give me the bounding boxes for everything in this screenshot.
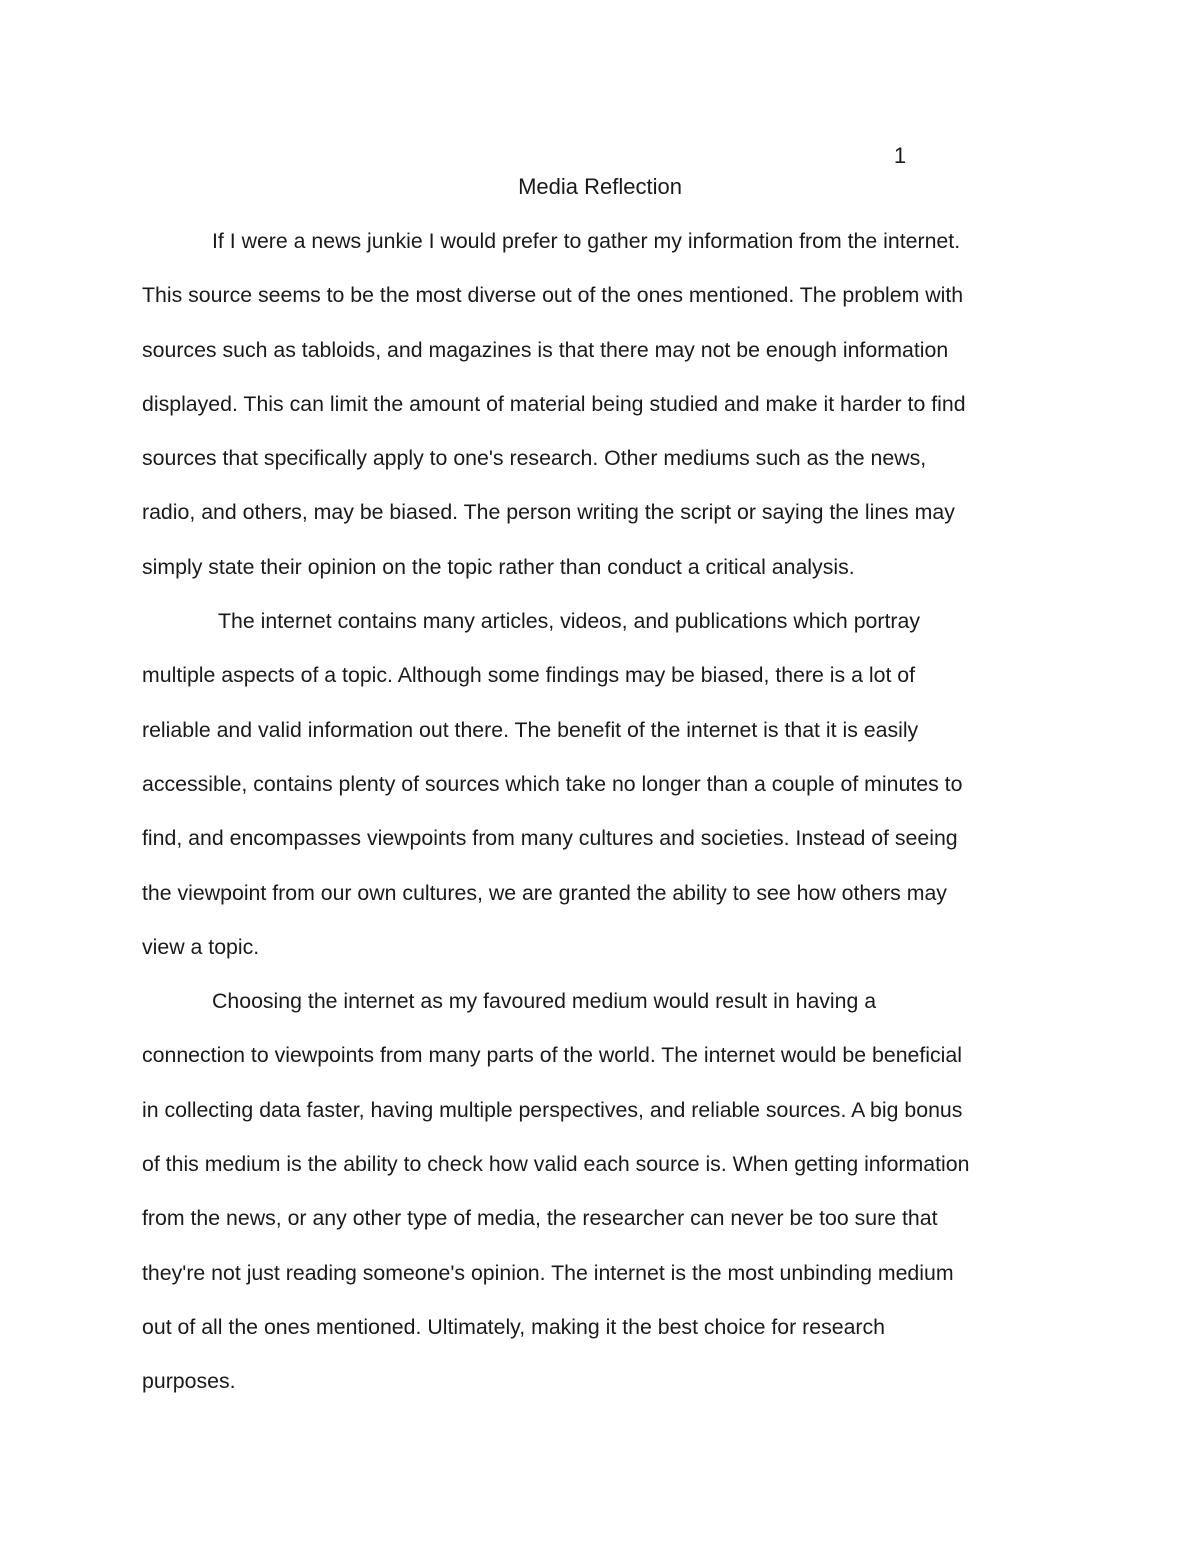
paragraph-1-line-5: sources that specifically apply to one's research. Other mediums such as the news,	[142, 446, 927, 471]
paragraph-1-line-4: displayed. This can limit the amount of material being studied and make it harder to find	[142, 391, 966, 416]
paragraph-1-line-7: simply state their opinion on the topic rather than conduct a critical analysis.	[142, 554, 855, 579]
paragraph-3-line-7: out of all the ones mentioned. Ultimately, making it the best choice for research	[142, 1314, 886, 1339]
paragraph-2-line-6: the viewpoint from our own cultures, we are granted the ability to see how others may	[142, 880, 947, 905]
document-body	[142, 214, 1060, 1409]
paragraph-1-line-2: This source seems to be the most diverse out of the ones mentioned. The problem with	[142, 283, 964, 308]
paragraph-3-line-4: of this medium is the ability to check how valid each source is. When getting information	[142, 1152, 970, 1177]
paragraph-2-line-1: The internet contains many articles, videos, and publications which portray	[218, 609, 920, 634]
paragraph-1-line-6: radio, and others, may be biased. The person writing the script or saying the lines may	[142, 500, 955, 525]
paragraph-1-line-1: If I were a news junkie I would prefer to gather my information from the internet.	[212, 229, 961, 253]
paragraph-2-line-3: reliable and valid information out there. The benefit of the internet is that it is easily	[142, 717, 919, 742]
paragraph-3-line-1: Choosing the internet as my favoured medium would result in having a	[212, 989, 877, 1014]
document-title: Media Reflection	[518, 174, 682, 199]
page-number: 1	[893, 143, 907, 168]
paragraph-2-line-7: view a topic.	[142, 934, 260, 959]
paragraph-3-line-3: in collecting data faster, having multiple perspectives, and reliable sources. A big bonus	[142, 1097, 963, 1122]
paragraph-3-line-2: connection to viewpoints from many parts of the world. The internet would be beneficial	[142, 1043, 962, 1068]
paragraph-2-line-2: multiple aspects of a topic. Although some findings may be biased, there is a lot of	[142, 663, 916, 688]
paragraph-2-line-4: accessible, contains plenty of sources which take no longer than a couple of minutes to	[142, 771, 963, 796]
paragraph-2-line-5: find, and encompasses viewpoints from many cultures and societies. Instead of seeing	[142, 826, 958, 851]
paragraph-3-line-5: from the news, or any other type of media, the researcher can never be too sure that	[142, 1206, 938, 1231]
paragraph-3-line-8: purposes.	[142, 1369, 236, 1394]
paragraph-1-line-3: sources such as tabloids, and magazines is that there may not be enough information	[142, 337, 949, 362]
paragraph-3-line-6: they're not just reading someone's opinion. The internet is the most unbinding medium	[142, 1260, 954, 1285]
